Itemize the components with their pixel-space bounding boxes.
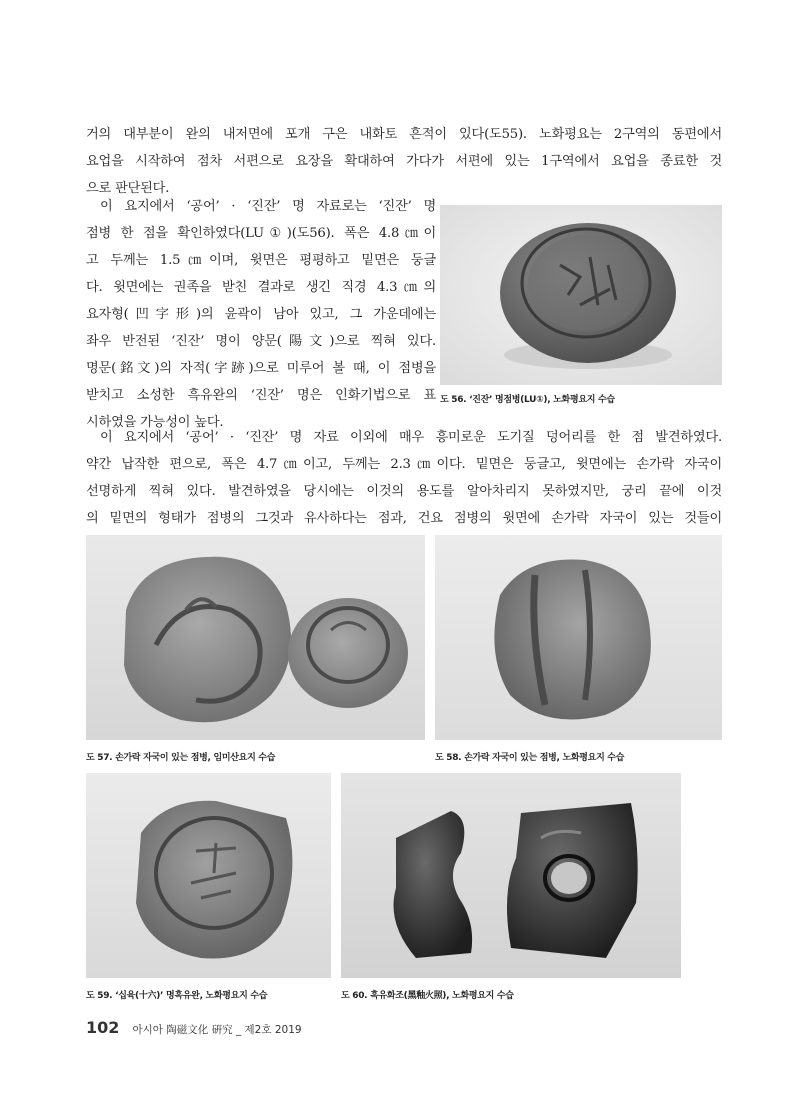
page-number: 102 [86, 1018, 120, 1037]
figure-57-caption: 도 57. 손가락 자국이 있는 점병, 임미산요지 수습 [86, 753, 276, 763]
text-line: 약간 납작한 편으로, 폭은 4.7㎝이고, 두께는 2.3㎝이다. 밑면은 둥글고, 윗면에는 손가락 자국이 [86, 457, 722, 472]
figure-58-photo [435, 535, 722, 740]
journal-title: 아시아 陶磁文化 硏究 _ 제2호 2019 [132, 1024, 302, 1036]
figure-59-caption: 도 59. ‘십육(十六)’ 명흑유완, 노화평요지 수습 [86, 991, 268, 1001]
text-line: 이 요지에서 ‘공어’ · ‘진잔’ 명 자료로는 ‘진잔’ 명 [100, 199, 436, 214]
text-line: 으로 판단된다. [86, 181, 170, 196]
text-line: 시하였을 가능성이 높다. [86, 415, 224, 430]
paragraph-top [86, 121, 722, 202]
figure-60-caption: 도 60. 흑유화조(黑釉火照), 노화평요지 수습 [341, 991, 514, 1001]
text-line: 이 요지에서 ‘공어’ · ‘진잔’ 명 자료 이외에 매우 흥미로운 도기질 덩어리를 한 점 발견하였다. [100, 430, 722, 445]
text-line: 의 밑면의 형태가 점병의 그것과 유사하다는 점과, 건요 점병의 윗면에 손가락 자국이 있는 것들이 [86, 511, 722, 526]
text-line: 선명하게 찍혀 있다. 발견하였을 당시에는 이것의 용도를 알아차리지 못하였지만, 궁리 끝에 이것 [86, 484, 722, 499]
paragraph-bottom [86, 424, 722, 532]
text-line: 받치고 소성한 흑유완의 ‘진잔’ 명은 인화기법으로 표 [86, 388, 436, 403]
text-line: 요업을 시작하여 점차 서편으로 요장을 확대하여 가다가 서편에 있는 1구역에서 요업을 종료한 것 [86, 154, 722, 169]
figure-59-photo [86, 773, 331, 978]
figure-57-photo [86, 535, 425, 740]
text-line: 고 두께는 1.5㎝이며, 윗면은 평평하고 밑면은 둥글 [86, 253, 436, 268]
figure-60-photo [341, 773, 681, 978]
page-footer [86, 1018, 302, 1037]
text-line: 명문(銘文)의 자적(字跡)으로 미루어 볼 때, 이 점병을 [86, 361, 436, 376]
text-line: 좌우 반전된 ‘진잔’ 명이 양문(陽文)으로 찍혀 있다. [86, 334, 436, 349]
text-line: 요자형(凹字形)의 윤곽이 남아 있고, 그 가운데에는 [86, 307, 436, 322]
figure-56-photo [440, 205, 722, 385]
text-line: 거의 대부분이 완의 내저면에 포개 구은 내화토 흔적이 있다(도55). 노화평요는 2구역의 동편에서 [86, 127, 722, 142]
paragraph-left [86, 193, 436, 436]
figure-58-caption: 도 58. 손가락 자국이 있는 점병, 노화평요지 수습 [435, 753, 625, 763]
figure-56-caption: 도 56. ‘진잔’ 명점병(LU①), 노화평요지 수습 [440, 395, 615, 405]
text-line: 다. 윗면에는 권족을 받친 결과로 생긴 직경 4.3㎝의 [86, 280, 436, 295]
text-line: 점병 한 점을 확인하였다(LU①)(도56). 폭은 4.8㎝이 [86, 226, 436, 241]
